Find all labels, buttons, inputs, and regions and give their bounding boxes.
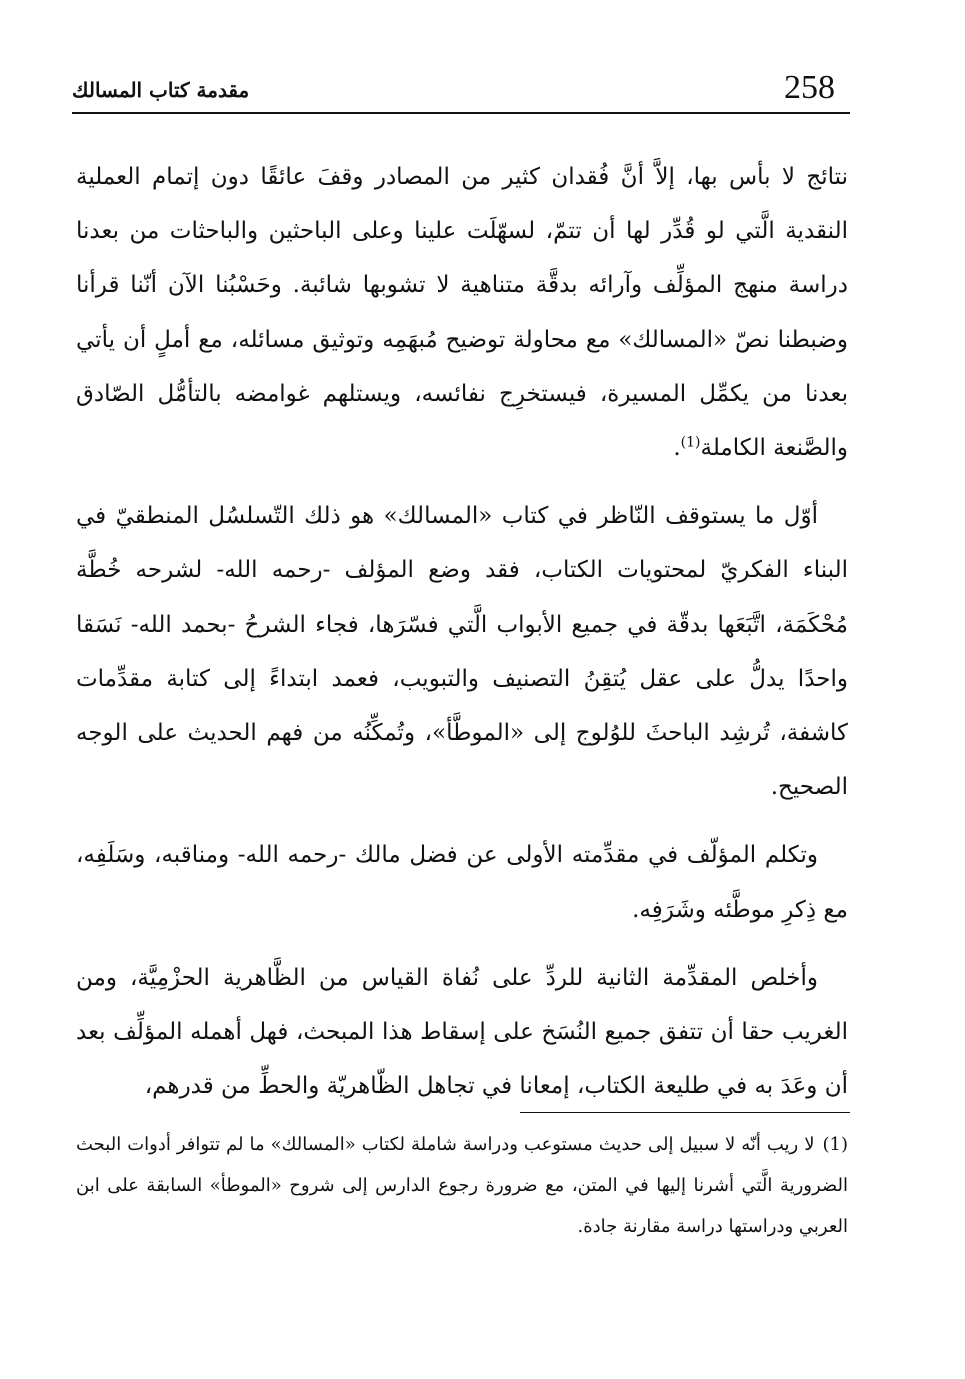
running-title: مقدمة كتاب المسالك	[72, 78, 250, 102]
footnote-1	[76, 1124, 848, 1247]
footnote-number: (1)	[822, 1134, 848, 1155]
footnotes	[76, 1124, 848, 1247]
footnote-text: لا ريب أنّه لا سبيل إلى حديث مستوعب ودراسة شاملة لكتاب «المسالك» ما لم تتوافر أدوات البحث الضرورية الَّتي أشرنا إليها في المتن، مع ضرورة رجوع الدارس إلى شروح «الموطأ» السابقة على ابن العربي ودراستها دراسة مقارنة جادة.	[76, 1134, 848, 1237]
paragraph-4: وأخلص المقدِّمة الثانية للردِّ على نُفاة القياس من الظَّاهرية الحزْمِيَّة، ومن الغريب حقا أن تتفق جميع النُسَخ على إسقاط هذا المبحث، فهل أهمله المؤلِّف بعد أن وعَدَ به في طليعة الكتاب، إمعانا في تجاهل الظّاهريّة والحطِّ من قدرهم،	[76, 964, 848, 1100]
page-number: 258	[784, 69, 835, 106]
paragraph-3: وتكلم المؤلّف في مقدِّمته الأولى عن فضل مالك -رحمه الله- ومناقبه، وسَلَفِه، مع ذِكرِ موطَّئه وشَرَفِه.	[76, 842, 848, 923]
footnote-rule	[520, 1112, 850, 1113]
paragraph-1	[76, 150, 848, 475]
body-text	[76, 150, 848, 1127]
header-rule	[72, 112, 850, 114]
paragraph-1-text: نتائج لا بأس بها، إلاَّ أنَّ فُقدان كثير من المصادر وقفَ عائقًا دون إتمام العملية النقدية الَّتي لو قُدِّر لها أن تتمّ، لسهّلَت علينا وعلى الباحثين والباحثات من بعدنا دراسة منهج المؤلِّف وآرائه بدقَّة متناهية لا تشوبها شائبة. وحَسْبُنا الآن أنّنا قرأنا وضبطنا نصّ «المسالك» مع محاولة توضيح مُبهَمِه وتوثيق مسائله، مع أملٍ أن يأتي بعدنا من يكمِّل المسيرة، فيستخرِج نفائسه، ويستلهم غوامضه بالتأمُّل الصّادق والصَّنعة الكاملة	[76, 164, 848, 462]
footnote-reference: (1)	[680, 434, 701, 451]
paragraph-2: أوّل ما يستوقف النّاظر في كتاب «المسالك» هو ذلك التّسلسُل المنطقيّ في البناء الفكريّ لمحتويات الكتاب، فقد وضع المؤلف -رحمه الله- لشرحه خُطَّة مُحْكَمَة، اتَّبَعَها بدقّة في جميع الأبواب الَّتي فسّرَها، فجاء الشرحُ -بحمد الله- نَسَقا واحدًا يدلُّ على عقل يُتقِنُ التصنيف والتبويب، فعمد ابتداءً إلى كتابة مقدِّمات كاشفة، تُرشِد الباحثَ للوُلوج إلى «الموطَّأ»، وتُمكِّنُه من فهم الحديث على الوجه الصحيح.	[76, 503, 848, 801]
paragraph-1-end: .	[673, 435, 681, 462]
